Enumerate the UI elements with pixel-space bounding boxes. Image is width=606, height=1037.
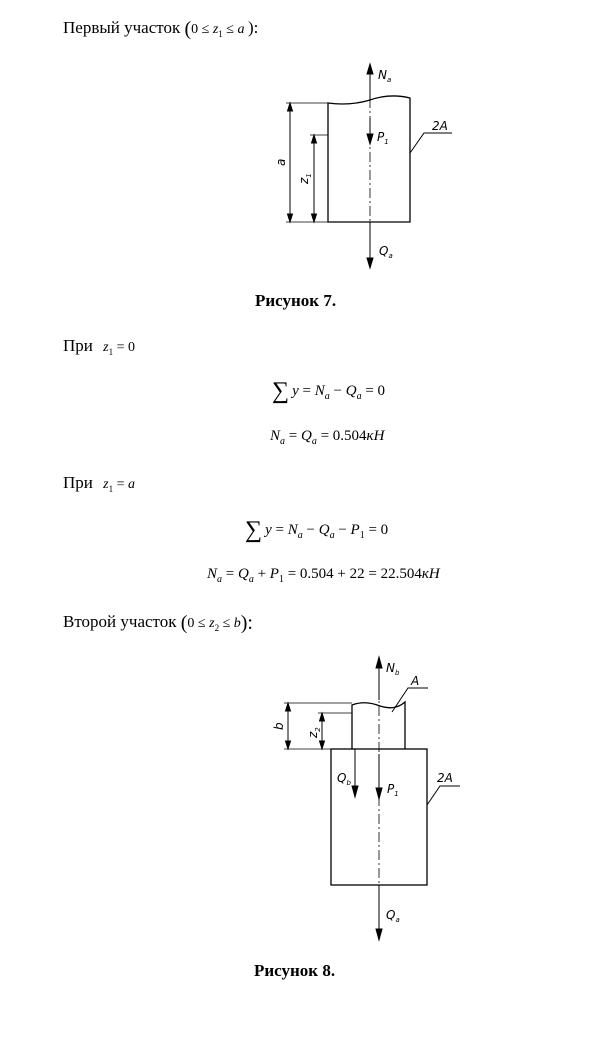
leq-symbol: ≤ bbox=[226, 22, 234, 37]
eq-N: N bbox=[314, 383, 325, 399]
leader-2A bbox=[427, 786, 460, 805]
eq-N-sub: a bbox=[324, 391, 330, 402]
eq-P-sub: 1 bbox=[359, 530, 365, 541]
range-var-sub: 1 bbox=[218, 28, 223, 39]
range-start: 0 bbox=[191, 22, 199, 37]
sum-symbol: ∑ bbox=[272, 378, 290, 404]
arrow-N-head bbox=[376, 657, 382, 668]
eq-N-sub: a bbox=[297, 530, 303, 541]
cond-sub: 1 bbox=[108, 483, 114, 494]
eq-Q: Q bbox=[318, 522, 330, 538]
label-area-A: A bbox=[411, 674, 420, 688]
eq-N-sub: a bbox=[217, 574, 223, 585]
range-close: ): bbox=[240, 612, 253, 634]
arrow-Qb-head bbox=[352, 786, 358, 797]
section1-title: Первый участок bbox=[63, 18, 181, 37]
section2-title: Второй участок bbox=[63, 612, 177, 631]
label-Qa: $Q_a$ bbox=[386, 908, 400, 924]
eq-N-sub: a bbox=[280, 436, 286, 447]
minus-sign: − bbox=[306, 522, 315, 538]
arrow-P-head bbox=[376, 788, 382, 799]
range-start: 0 bbox=[187, 616, 195, 631]
eq-sign: = bbox=[225, 566, 235, 582]
sum-symbol: ∑ bbox=[245, 517, 263, 543]
label-N: $N_a$ bbox=[378, 68, 392, 84]
leq-symbol: ≤ bbox=[201, 22, 210, 37]
arrow-Qa-head bbox=[376, 929, 382, 940]
range-var-sub: 2 bbox=[214, 622, 220, 633]
range-var: z bbox=[209, 616, 215, 631]
eq-P-sub: 1 bbox=[278, 574, 284, 585]
eq-P: P bbox=[269, 566, 279, 582]
label-N: $N_b$ bbox=[386, 661, 400, 677]
range-close: ): bbox=[247, 18, 259, 37]
eq-rhs: = 0.504 + 22 = 22.504 bbox=[287, 566, 422, 582]
cond-var: z bbox=[103, 477, 109, 492]
eq-y: y bbox=[292, 383, 299, 399]
rod-narrow-outline bbox=[352, 702, 405, 749]
eq-unit: кН bbox=[421, 566, 440, 582]
label-Q: $Q_a$ bbox=[379, 244, 393, 260]
eq-Q-sub: a bbox=[311, 436, 317, 447]
label-area-2A: 2A bbox=[432, 119, 448, 133]
figure-7-caption: Рисунок 7. bbox=[255, 291, 337, 310]
eq-sign: = bbox=[275, 522, 284, 538]
label-P: $P_1$ bbox=[377, 130, 389, 146]
eq-y: y bbox=[265, 522, 272, 538]
range-end: b bbox=[233, 616, 241, 631]
minus-sign: − bbox=[333, 383, 342, 399]
eq-unit: кН bbox=[366, 428, 385, 444]
eq-rhs: = 0.504 bbox=[320, 428, 367, 444]
eq-N: N bbox=[287, 522, 298, 538]
eq-sign: = bbox=[288, 428, 298, 444]
eq-Q-sub: a bbox=[356, 391, 362, 402]
eq-Q-sub: a bbox=[248, 574, 254, 585]
eq-sign: = bbox=[302, 383, 311, 399]
cond-sub: 1 bbox=[108, 346, 114, 357]
leq-symbol: ≤ bbox=[222, 616, 231, 631]
label-dim-a: a bbox=[274, 158, 288, 166]
eq-Q: Q bbox=[237, 566, 249, 582]
range-open: ( bbox=[184, 18, 192, 40]
eq-Q-sub: a bbox=[329, 530, 335, 541]
range-open: ( bbox=[180, 612, 188, 634]
cond-var: z bbox=[103, 340, 109, 355]
label-P: $P_1$ bbox=[387, 782, 399, 798]
minus-sign: − bbox=[338, 522, 347, 538]
leq-symbol: ≤ bbox=[197, 616, 206, 631]
label-dim-z2: $z_2$ bbox=[306, 727, 322, 738]
label-Qb: $Q_b$ bbox=[337, 771, 351, 787]
eq-rhs: = 0 bbox=[368, 522, 389, 538]
figure-8-caption: Рисунок 8. bbox=[254, 961, 336, 980]
label-area-2A: 2A bbox=[437, 771, 453, 785]
case2-prefix: При bbox=[63, 473, 93, 492]
eq-Q: Q bbox=[300, 428, 312, 444]
label-dim-z1: $z_1$ bbox=[297, 173, 313, 184]
leader-A bbox=[392, 688, 428, 712]
cond-eq: = bbox=[116, 477, 125, 492]
eq-P: P bbox=[350, 522, 360, 538]
range-var: z bbox=[212, 22, 219, 37]
eq-N: N bbox=[270, 428, 281, 444]
eq-Q: Q bbox=[345, 383, 357, 399]
range-end: a bbox=[237, 22, 245, 37]
eq-N: N bbox=[207, 566, 218, 582]
label-dim-b: b bbox=[272, 722, 286, 730]
cond-value: a bbox=[127, 477, 135, 492]
eq-rhs: = 0 bbox=[365, 383, 386, 399]
cond-value: = 0 bbox=[116, 340, 135, 355]
case1-prefix: При bbox=[63, 336, 93, 355]
plus-sign: + bbox=[257, 566, 267, 582]
